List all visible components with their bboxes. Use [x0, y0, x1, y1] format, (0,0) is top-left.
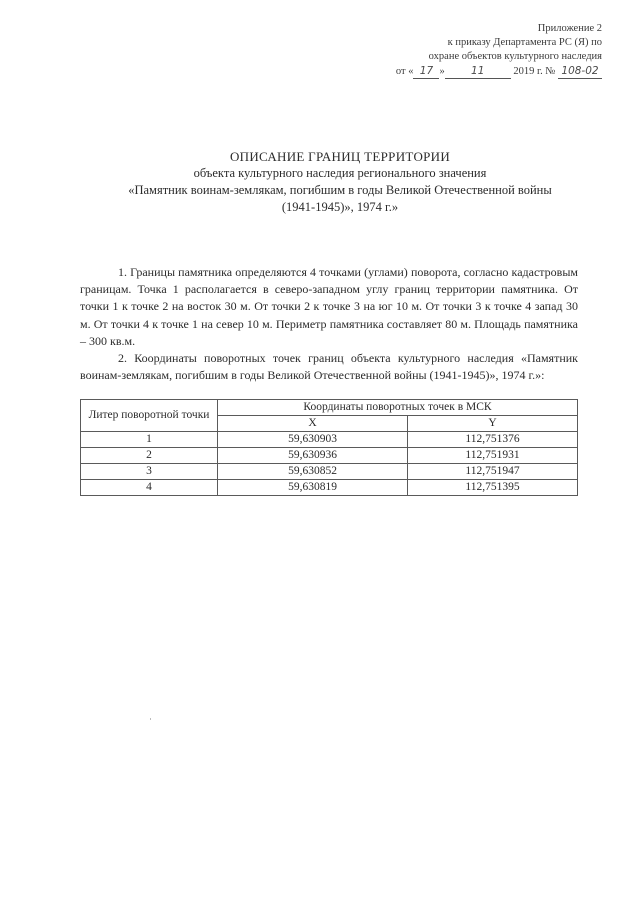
table-header-row	[81, 400, 578, 416]
paragraph-1: 1. Границы памятника определяются 4 точками (углами) поворота, согласно кадастровым границам. Точка 1 располагается в северо-западном углу границ территории памятника. От точки 1 к точке 2 на восток 30 м. От точки 2 к точке 3 на юг 10 м. От точки 3 к точке 4 запад 30 м. От точки 4 к точке 1 на север 10 м. Периметр памятника составляет 80 м. Площадь памятника – 300 кв.м.	[80, 265, 578, 348]
annex-line-1: Приложение 2	[537, 23, 602, 34]
cell-x: 59,630936	[218, 448, 408, 464]
document-title	[90, 148, 590, 216]
cell-x: 59,630852	[218, 464, 408, 480]
annex-header	[362, 22, 602, 79]
annex-date-line	[362, 64, 602, 79]
header-coords: Координаты поворотных точек в МСК	[218, 400, 578, 416]
cell-x: 59,630819	[218, 480, 408, 496]
cell-point: 2	[81, 448, 218, 464]
table-row	[81, 448, 578, 464]
cell-point: 4	[81, 480, 218, 496]
handwritten-number: 108-02	[558, 64, 602, 79]
year-number-label: 2019 г. №	[513, 66, 556, 77]
header-x: X	[218, 416, 408, 432]
table-row	[81, 464, 578, 480]
cell-point: 3	[81, 464, 218, 480]
header-y: Y	[408, 416, 578, 432]
cell-y: 112,751376	[408, 432, 578, 448]
title-line-1: ОПИСАНИЕ ГРАНИЦ ТЕРРИТОРИИ	[229, 149, 451, 164]
cell-y: 112,751931	[408, 448, 578, 464]
paragraph-2: 2. Координаты поворотных точек границ объекта культурного наследия «Памятник воинам-землякам, погибшим в годы Великой Отечественной войны (1941-1945)», 1974 г.»:	[80, 351, 578, 383]
table-row	[81, 432, 578, 448]
coordinates-table	[80, 399, 578, 496]
handwritten-month: 11	[445, 64, 511, 79]
annex-line-3: охране объектов культурного наследия	[428, 51, 602, 62]
header-point: Литер поворотной точки	[81, 400, 218, 432]
cell-y: 112,751947	[408, 464, 578, 480]
handwritten-day: 17	[413, 64, 439, 79]
title-line-3: «Памятник воинам-землякам, погибшим в годы Великой Отечественной войны	[128, 183, 552, 197]
title-line-2: объекта культурного наследия регионального значения	[193, 166, 487, 180]
title-line-4: (1941-1945)», 1974 г.»	[281, 200, 399, 214]
body-text	[80, 264, 578, 384]
cell-y: 112,751395	[408, 480, 578, 496]
date-prefix: от «	[395, 66, 414, 77]
date-mid: »	[439, 66, 445, 77]
cell-point: 1	[81, 432, 218, 448]
cell-x: 59,630903	[218, 432, 408, 448]
table-row	[81, 480, 578, 496]
annex-line-2: к приказу Департамента РС (Я) по	[447, 37, 602, 48]
scan-speck	[150, 718, 151, 720]
